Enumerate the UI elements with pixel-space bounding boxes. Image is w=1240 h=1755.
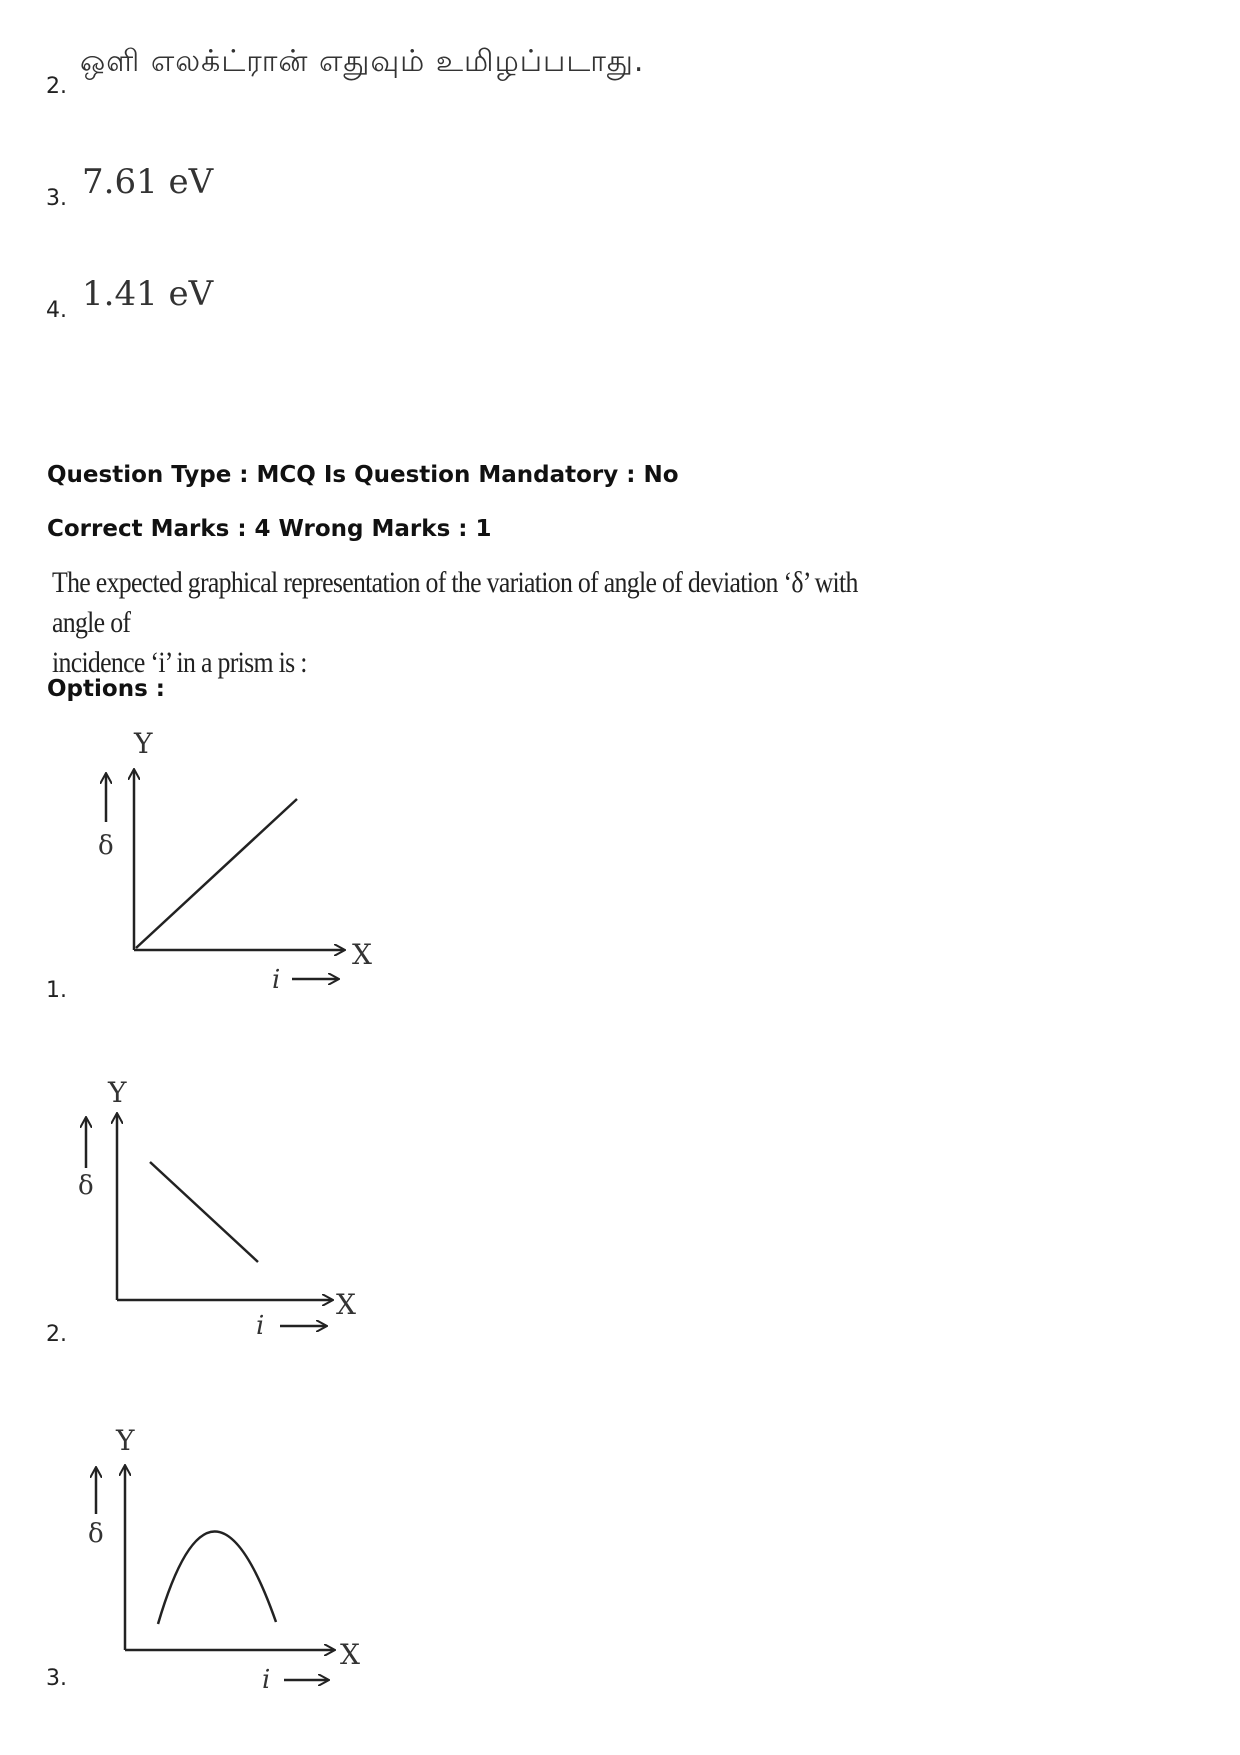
- marks-line: Correct Marks : 4 Wrong Marks : 1: [47, 516, 492, 542]
- option-3-y-label: Y: [116, 1424, 135, 1457]
- option-1-number[interactable]: 1.: [46, 978, 67, 1003]
- option-2-curve-falling-line: [150, 1162, 258, 1262]
- prev-option-4-text: 1.41 eV: [82, 274, 214, 314]
- option-3-number[interactable]: 3.: [46, 1666, 67, 1691]
- question-text: [52, 563, 912, 683]
- option-1-delta-label: δ: [98, 831, 114, 861]
- options-label: Options :: [47, 676, 165, 702]
- prev-option-2-text: ஒளி எலக்ட்ரான் எதுவும் உமிழப்படாது.: [80, 44, 645, 79]
- option-1-y-label: Y: [134, 727, 153, 760]
- option-3-curve-parabola: [158, 1531, 276, 1624]
- question-text-line-2: incidence ‘i’ in a prism is :: [52, 646, 307, 679]
- option-1-curve-rising-line: [136, 799, 297, 948]
- option-2-graph[interactable]: [70, 1070, 390, 1350]
- option-3-x-label: X: [340, 1638, 360, 1671]
- option-1-graph[interactable]: [80, 720, 400, 1000]
- option-2-delta-label: δ: [78, 1171, 94, 1201]
- prev-option-3-number: 3.: [46, 186, 67, 211]
- prev-option-2-number: 2.: [46, 74, 67, 99]
- option-3-graph[interactable]: [78, 1420, 398, 1700]
- question-type-line: Question Type : MCQ Is Question Mandatory : No: [47, 462, 679, 488]
- option-2-i-label: i: [256, 1311, 265, 1341]
- option-1-i-label: i: [272, 965, 281, 995]
- option-3-i-label: i: [262, 1665, 271, 1695]
- option-2-number[interactable]: 2.: [46, 1322, 67, 1347]
- prev-option-4-number: 4.: [46, 298, 67, 323]
- option-3-delta-label: δ: [88, 1519, 104, 1549]
- option-1-x-label: X: [352, 938, 372, 971]
- option-2-y-label: Y: [108, 1076, 127, 1109]
- option-2-x-label: X: [336, 1288, 356, 1321]
- prev-option-3-text: 7.61 eV: [82, 162, 214, 202]
- question-text-line-1: The expected graphical representation of the variation of angle of deviation ‘δ’ with angle of: [52, 566, 858, 639]
